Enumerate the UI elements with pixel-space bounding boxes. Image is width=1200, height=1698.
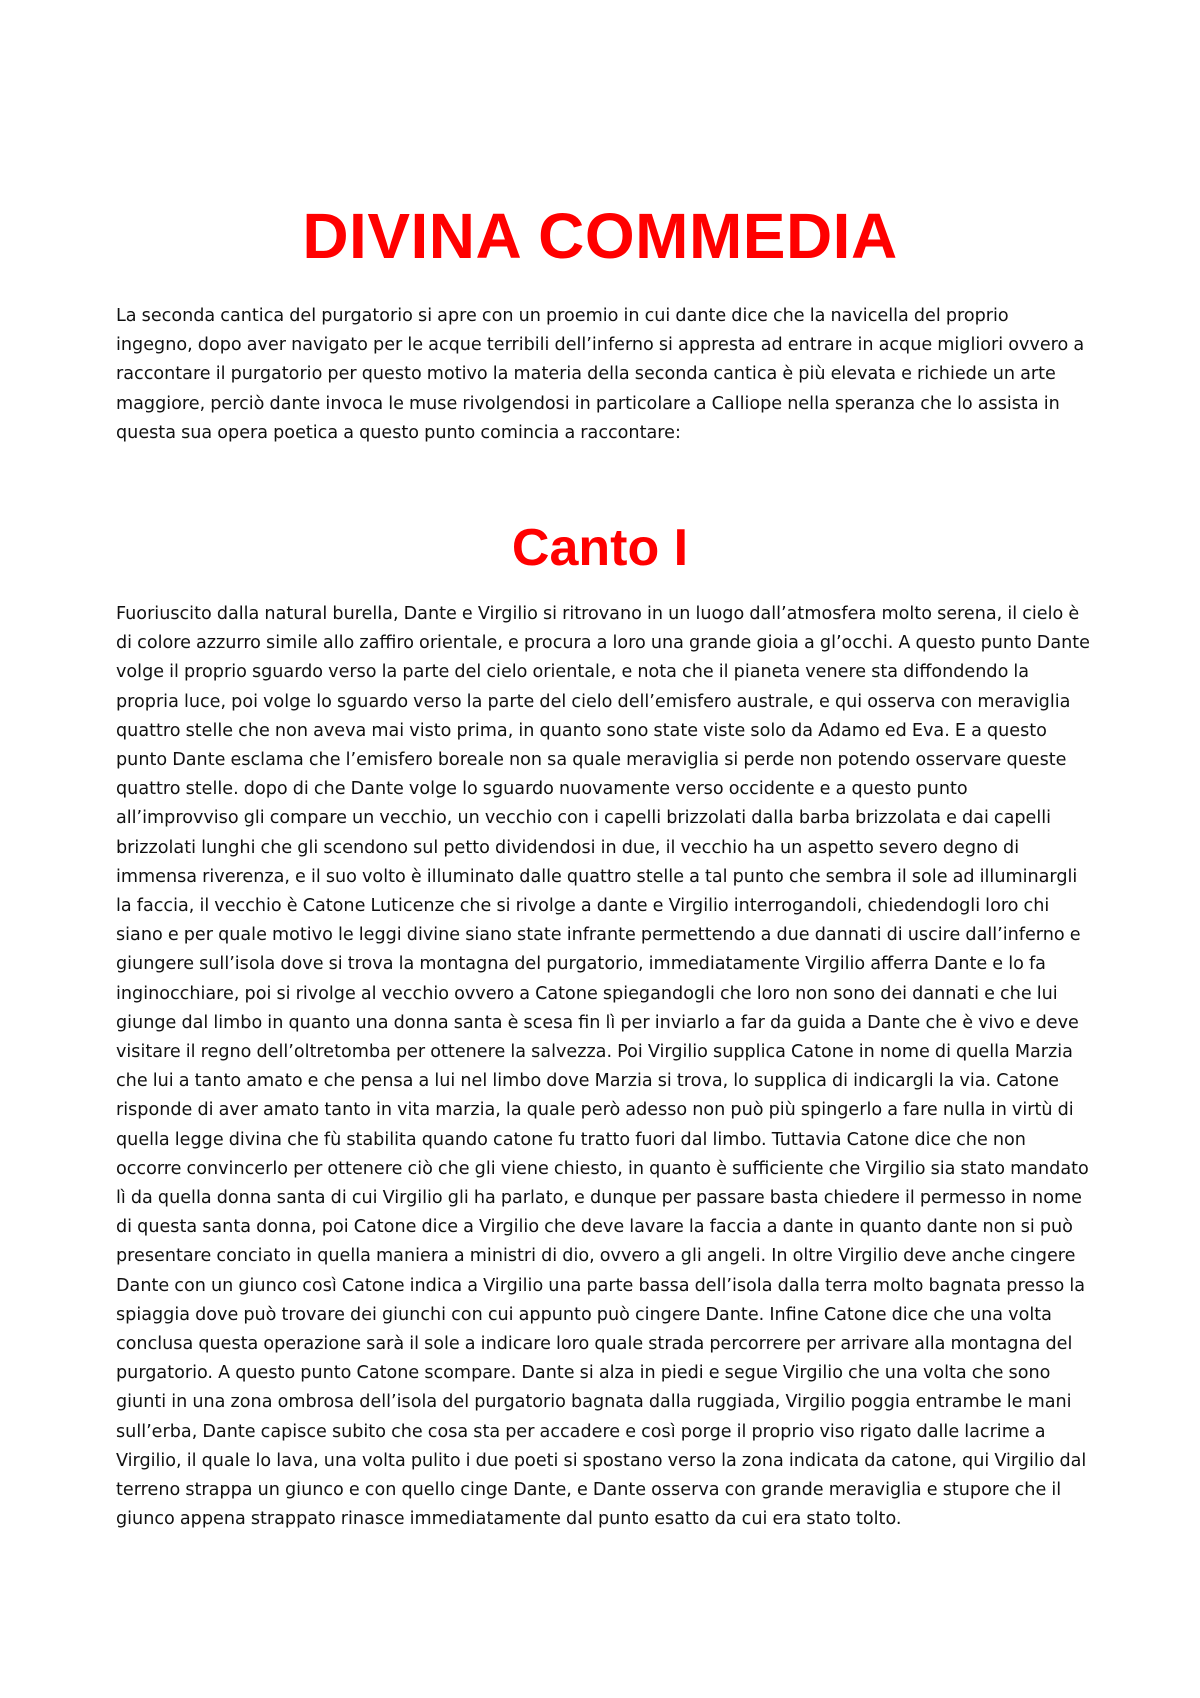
intro-paragraph: La seconda cantica del purgatorio si apre con un proemio in cui dante dice che la navicella del proprio ingegno, dopo aver navigato per le acque terribili dell’inferno si appresta ad entrare in acque migliori ovvero a raccontare il purgatorio per questo motivo la materia della seconda cantica è più elevata e richiede un arte maggiore, perciò dante invoca le muse rivolgendosi in particolare a Calliope nella speranza che lo assista in questa sua opera poetica a questo punto comincia a raccontare: <box>116 306 1085 443</box>
canto-paragraph: Fuoriuscito dalla natural burella, Dante e Virgilio si ritrovano in un luogo dall’atmosfera molto serena, il cielo è di colore azzurro simile allo zaffiro orientale, e procura a loro una grande gioia a gl’occhi. A questo punto Dante volge il proprio sguardo verso la parte del cielo orientale, e nota che il pianeta venere sta diffondendo la propria luce, poi volge lo sguardo verso la parte del cielo dell’emisfero australe, e qui osserva con meraviglia quattro stelle che non aveva mai visto prima, in quanto sono state viste solo da Adamo ed Eva. E a questo punto Dante esclama che l’emisfero boreale non sa quale meraviglia si perde non potendo osservare queste quattro stelle. dopo di che Dante volge lo sguardo nuovamente verso occidente e a questo punto all’improvviso gli compare un vecchio, un vecchio con i capelli brizzolati dalla barba brizzolata e dai capelli brizzolati lunghi che gli scendono sul petto dividendosi in due, il vecchio ha un aspetto severo degno di immensa riverenza, e il suo volto è illuminato dalle quattro stelle a tal punto che sembra il sole ad illuminargli la faccia, il vecchio è Catone Luticenze che si rivolge a dante e Virgilio interrogandoli, chiedendogli loro chi siano e per quale motivo le leggi divine siano state infrante permettendo a due dannati di uscire dall’inferno e giungere sull’isola dove si trova la montagna del purgatorio, immediatamente Virgilio afferra Dante e lo fa inginocchiare, poi si rivolge al vecchio ovvero a Catone spiegandogli che loro non sono dei dannati e che lui giunge dal limbo in quanto una donna santa è scesa fin lì per inviarlo a far da guida a Dante che è vivo e deve visitare il regno dell’oltretomba per ottenere la salvezza. Poi Virgilio supplica Catone in nome di quella Marzia che lui a tanto amato e che pensa a lui nel limbo dove Marzia si trova, lo supplica di indicargli la via. Catone risponde di aver amato tanto in vita marzia, la quale però adesso non può più spingerlo a fare nulla in virtù di quella legge divina che fù stabilita quando catone fu tratto fuori dal limbo. Tuttavia Catone dice che non occorre convincerlo per ottenere ciò che gli viene chiesto, in quanto è sufficiente che Virgilio sia stato mandato lì da quella donna santa di cui Virgilio gli ha parlato, e dunque per passare basta chiedere il permesso in nome di questa santa donna, poi Catone dice a Virgilio che deve lavare la faccia a dante in quanto dante non si può presentare conciato in quella maniera a ministri di dio, ovvero a gli angeli. In oltre Virgilio deve anche cingere Dante con un giunco così Catone indica a Virgilio una parte bassa dell’isola dalla terra molto bagnata presso la spiaggia dove può trovare dei giunchi con cui appunto può cingere Dante. Infine Catone dice che una volta conclusa questa operazione sarà il sole a indicare loro quale strada percorrere per arrivare alla montagna del purgatorio. A questo punto Catone scompare. Dante si alza in piedi e segue Virgilio che una volta che sono giunti in una zona ombrosa dell’isola del purgatorio bagnata dalla ruggiada, Virgilio poggia entrambe le mani sull’erba, Dante capisce subito che cosa sta per accadere e così porge il proprio viso rigato dalle lacrime a Virgilio, il quale lo lava, una volta pulito i due poeti si spostano verso la zona indicata da catone, qui Virgilio dal terreno strappa un giunco e con quello cinge Dante, e Dante osserva con grande meraviglia e stupore che il giunco appena strappato rinasce immediatamente dal punto esatto da cui era stato tolto. <box>116 604 1091 1530</box>
document-title: DIVINA COMMEDIA <box>302 200 898 272</box>
canto-heading: Canto I <box>511 519 689 577</box>
